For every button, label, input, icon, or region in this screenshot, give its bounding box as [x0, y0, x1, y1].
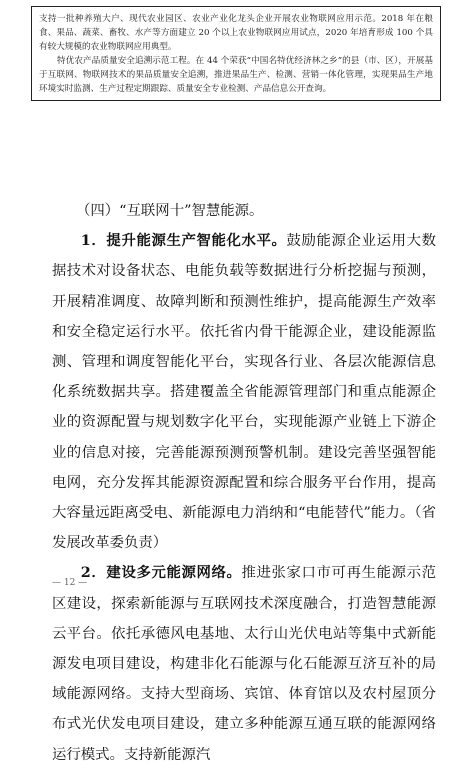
box-paragraph-1: 支持一批种养殖大户、现代农业园区、农业产业化龙头企业开展农业物联网应用示范。2018 年在粮食、果品、蔬菜、畜牧、水产等方面建立 20 个以上农业物联网应用试点，2020 年培育形成 100 个具有较大规模的农业物联网应用典型。 — [39, 14, 433, 52]
item-2-body: 推进张家口市可再生能源示范区建设，探索新能源与互联网技术深度融合，打造智慧能源云平台。依托承德风电基地、太行山光伏电站等集中式新能源发电项目建设，构建非化石能源与化石能源互济互补的局域能源网络。支持大型商场、宾馆、体育馆以及农村屋顶分布式光伏发电项目建设，建立多种能源互通互联的能源网络运行模式。支持新能源汽 — [52, 565, 436, 763]
page-number: — 12 — — [52, 578, 88, 588]
boxed-note — [31, 6, 441, 101]
section-heading: （四）“互联网十”智慧能源。 — [76, 203, 264, 219]
main-body — [52, 196, 436, 770]
item-1-lead: 1．提升能源生产智能化水平。 — [80, 232, 287, 250]
item-2-paragraph — [52, 558, 436, 769]
item-1-paragraph — [52, 226, 436, 558]
item-2-lead: 2．建设多元能源网络。 — [80, 564, 242, 582]
box-paragraph-2: 特优农产品质量安全追溯示范工程。在 44 个荣获“中国名特优经济林之乡”的县（市、区），开展基于互联网、物联网技术的果品质量安全追溯，推进果品生产、检测、营销一体化管理，实现果品生产地环境实时监测、生产过程定期跟踪、质量安全专业检测、产品信息公开查询。 — [39, 56, 433, 94]
item-1-body: 鼓励能源企业运用大数据技术对设备状态、电能负载等数据进行分析挖掘与预测，开展精准调度、故障判断和预测性维护，提高能源生产效率和安全稳定运行水平。依托省内骨干能源企业，建设能源监测、管理和调度智能化平台，实现各行业、各层次能源信息化系统数据共享。搭建覆盖全省能源管理部门和重点能源企业的资源配置与规划数字化平台，实现能源产业链上下游企业的信息对接，完善能源预测预警机制。建设完善坚强智能电网，充分发挥其能源资源配置和综合服务平台作用，提高大容量远距离受电、新能源电力消纳和“电能替代”能力。（省发展改革委负责） — [52, 233, 436, 552]
